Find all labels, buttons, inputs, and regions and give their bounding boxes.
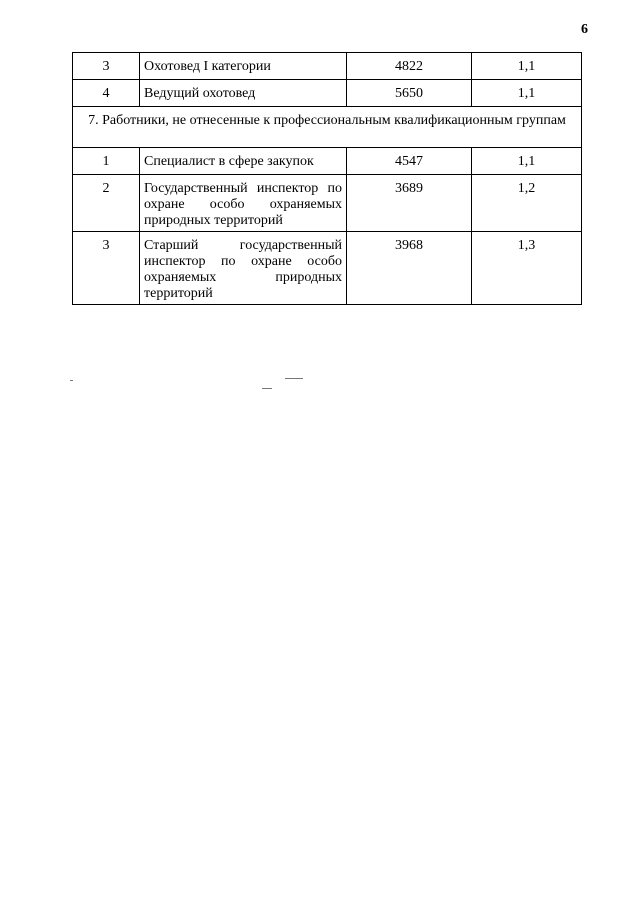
position-name: Старший государственный инспектор по охране особо охраняемых природных территорий — [140, 232, 347, 305]
salary-value: 5650 — [347, 80, 472, 107]
table-row — [73, 148, 582, 175]
salary-value: 4822 — [347, 53, 472, 80]
row-number: 3 — [73, 53, 140, 80]
scan-speck — [285, 378, 303, 379]
table-row — [73, 80, 582, 107]
row-number: 1 — [73, 148, 140, 175]
row-number: 2 — [73, 175, 140, 232]
position-name: Специалист в сфере закупок — [140, 148, 347, 175]
salary-value: 4547 — [347, 148, 472, 175]
table-row — [73, 232, 582, 305]
row-number: 3 — [73, 232, 140, 305]
position-name: Ведущий охотовед — [140, 80, 347, 107]
scan-speck — [70, 380, 73, 381]
table-row — [73, 53, 582, 80]
section-title: 7. Работники, не отнесенные к профессиональным квалификационным группам — [73, 107, 582, 148]
row-number: 4 — [73, 80, 140, 107]
table-row — [73, 175, 582, 232]
coefficient-value: 1,3 — [472, 232, 582, 305]
salary-value: 3689 — [347, 175, 472, 232]
page-number: 6 — [581, 22, 588, 37]
salary-table — [72, 52, 582, 305]
section-row — [73, 107, 582, 148]
coefficient-value: 1,1 — [472, 53, 582, 80]
coefficient-value: 1,1 — [472, 80, 582, 107]
coefficient-value: 1,1 — [472, 148, 582, 175]
scan-speck — [262, 388, 272, 389]
coefficient-value: 1,2 — [472, 175, 582, 232]
salary-value: 3968 — [347, 232, 472, 305]
position-name: Государственный инспектор по охране особо охраняемых природных территорий — [140, 175, 347, 232]
position-name: Охотовед I категории — [140, 53, 347, 80]
